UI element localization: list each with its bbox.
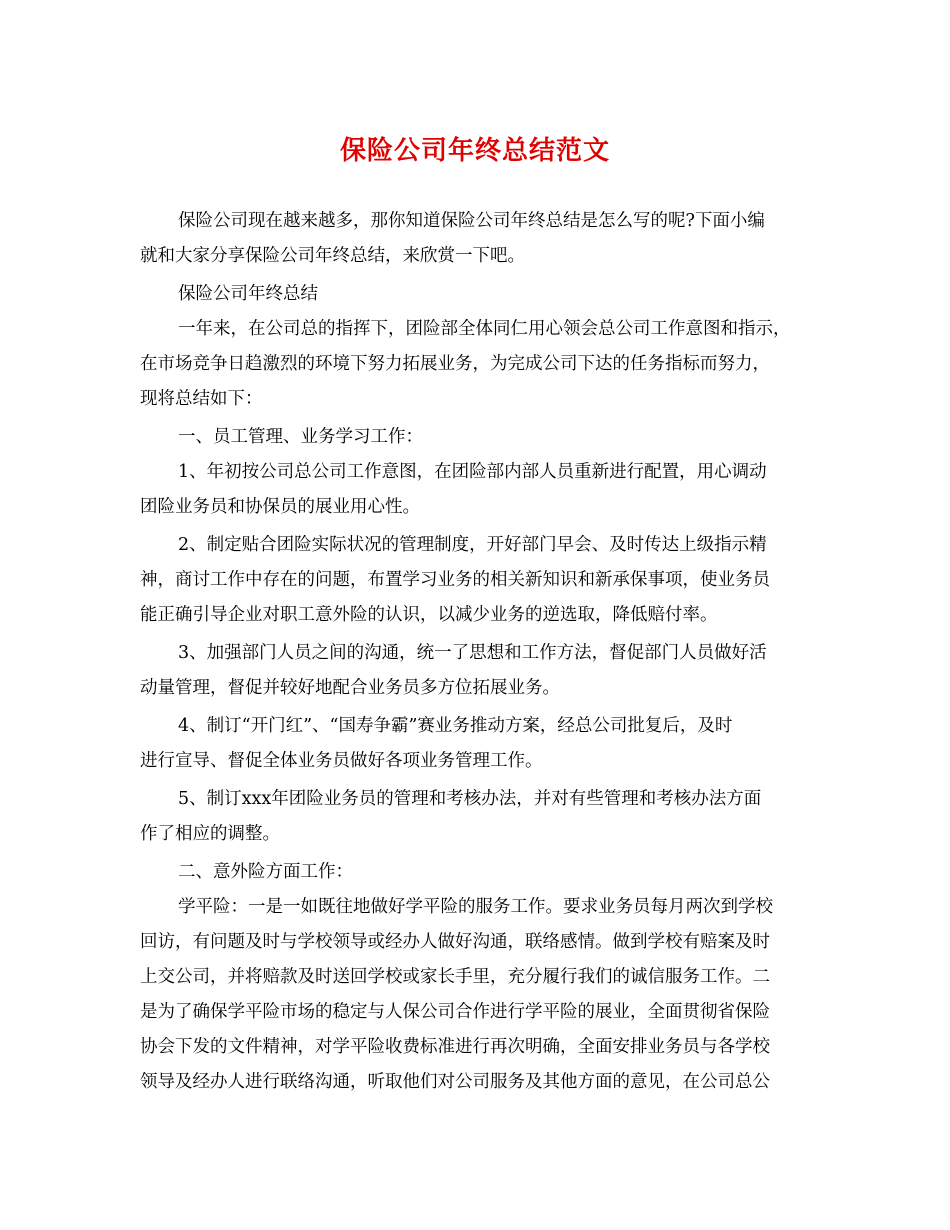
paragraph-line: 作了相应的调整。 xyxy=(140,824,280,844)
paragraph-line: 1、年初按公司总公司工作意图，在团险部内部人员重新进行配置，用心调动 xyxy=(178,462,767,482)
paragraph-line: 一年来，在公司总的指挥下，团险部全体同仁用心领会总公司工作意图和指示， xyxy=(178,319,791,339)
paragraph-line: 2、制定贴合团险实际状况的管理制度，开好部门早会、及时传达上级指示精 xyxy=(178,535,767,555)
paragraph-line: 4、制订“开门红”、“国寿争霸”赛业务推动方案，经总公司批复后，及时 xyxy=(178,716,733,736)
paragraph-line: 在市场竞争日趋激烈的环境下努力拓展业务，为完成公司下达的任务指标而努力， xyxy=(140,354,770,374)
section-heading: 二、意外险方面工作： xyxy=(178,862,353,882)
paragraph-line: 能正确引导企业对职工意外险的认识，以减少业务的逆选取，降低赔付率。 xyxy=(140,605,718,625)
section-heading: 保险公司年终总结 xyxy=(178,284,318,304)
paragraph-line: 保险公司现在越来越多，那你知道保险公司年终总结是怎么写的呢?下面小编 xyxy=(178,211,765,231)
paragraph-line: 5、制订xxx年团险业务员的管理和考核办法，并对有些管理和考核办法方面 xyxy=(178,789,762,809)
paragraph-line: 是为了确保学平险市场的稳定与人保公司合作进行学平险的展业，全面贯彻省保险 xyxy=(140,1002,770,1022)
paragraph-line: 团险业务员和协保员的展业用心性。 xyxy=(140,497,420,517)
section-heading: 一、员工管理、业务学习工作： xyxy=(178,427,423,447)
paragraph-line: 动量管理，督促并较好地配合业务员多方位拓展业务。 xyxy=(140,678,560,698)
paragraph-line: 进行宣导、督促全体业务员做好各项业务管理工作。 xyxy=(140,751,543,771)
paragraph-line: 现将总结如下： xyxy=(140,389,263,409)
paragraph-line: 就和大家分享保险公司年终总结，来欣赏一下吧。 xyxy=(140,246,525,266)
document-title: 保险公司年终总结范文 xyxy=(339,136,610,166)
paragraph-line: 回访，有问题及时与学校领导或经办人做好沟通，联络感情。做到学校有赔案及时 xyxy=(140,932,770,952)
paragraph-line: 领导及经办人进行联络沟通，听取他们对公司服务及其他方面的意见，在公司总公 xyxy=(140,1072,770,1092)
paragraph-line: 上交公司，并将赔款及时送回学校或家长手里，充分履行我们的诚信服务工作。二 xyxy=(140,967,770,987)
paragraph-line: 神，商讨工作中存在的问题，布置学习业务的相关新知识和新承保事项，使业务员 xyxy=(140,570,770,590)
paragraph-line: 3、加强部门人员之间的沟通，统一了思想和工作方法，督促部门人员做好活 xyxy=(178,643,767,663)
paragraph-line: 学平险：一是一如既往地做好学平险的服务工作。要求业务员每月两次到学校 xyxy=(178,897,773,917)
paragraph-line: 协会下发的文件精神，对学平险收费标准进行再次明确，全面安排业务员与各学校 xyxy=(140,1037,770,1057)
